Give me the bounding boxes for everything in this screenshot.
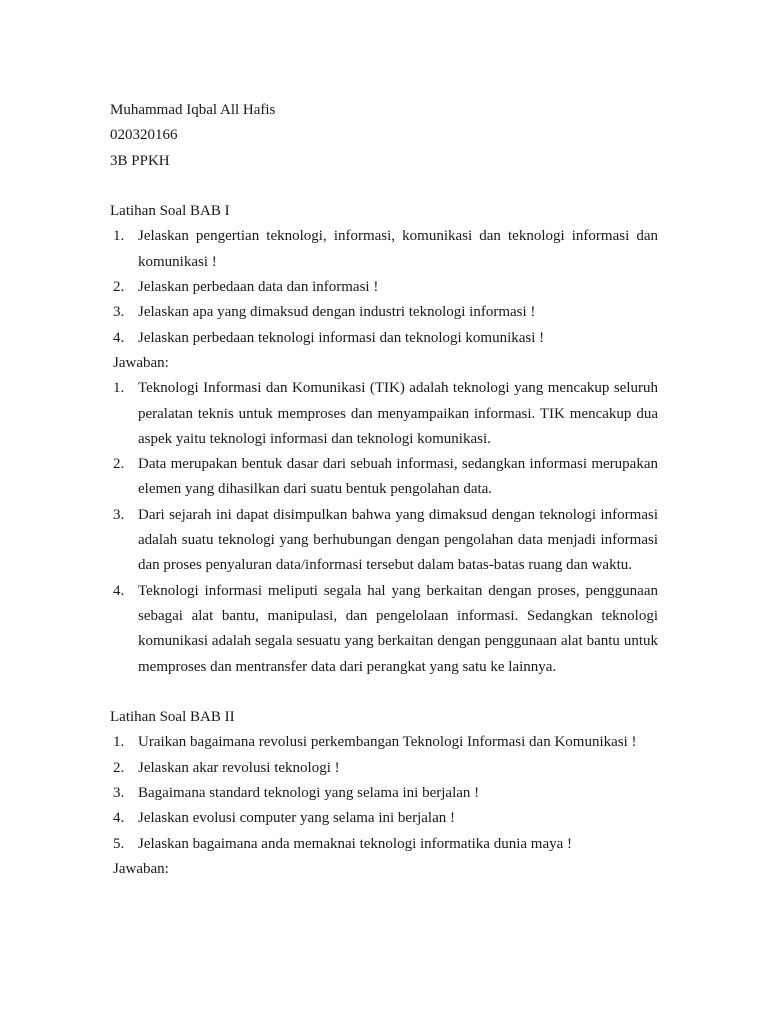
question-text: Jelaskan akar revolusi teknologi ! <box>138 759 340 776</box>
question-text: Jelaskan perbedaan teknologi informasi dan teknologi komunikasi ! <box>138 329 545 346</box>
answer-text: Dari sejarah ini dapat disimpulkan bahwa yang dimaksud dengan teknologi informasi adalah suatu teknologi yang berhubungan dengan pengolahan data menjadi informasi dan proses penyaluran data/informasi tersebut dalam batas-batas ruang dan waktu. <box>138 506 658 574</box>
question-number: 2. <box>113 279 125 296</box>
answer-item <box>110 376 658 452</box>
question-item <box>110 224 658 275</box>
answer-number: 3. <box>113 506 125 523</box>
question-number: 4. <box>113 329 125 346</box>
answer-text: Teknologi informasi meliputi segala hal yang berkaitan dengan proses, penggunaan sebagai alat bantu, manipulasi, dan pengelolaan informasi. Sedangkan teknologi komunikasi adalah segala sesuatu yang berkaitan dengan penggunaan alat bantu untuk memproses dan mentransfer data dari perangkat yang satu ke lainnya. <box>138 582 658 675</box>
section-bab-2 <box>110 705 658 882</box>
question-item <box>110 756 658 781</box>
student-name: Muhammad Iqbal All Hafis <box>110 102 276 118</box>
question-list <box>110 730 658 856</box>
question-item <box>110 300 658 325</box>
question-item <box>110 275 658 300</box>
question-text: Bagaimana standard teknologi yang selama ini berjalan ! <box>138 785 480 802</box>
question-text: Jelaskan apa yang dimaksud dengan industri teknologi informasi ! <box>138 304 536 321</box>
question-text: Jelaskan pengertian teknologi, informasi, komunikasi dan teknologi informasi dan komunikasi ! <box>138 228 658 270</box>
question-text: Jelaskan perbedaan data dan informasi ! <box>138 279 379 296</box>
question-item <box>110 806 658 831</box>
student-class: 3B PPKH <box>110 152 170 169</box>
answer-number: 2. <box>113 456 125 473</box>
question-number: 5. <box>113 835 125 852</box>
section-title: Latihan Soal BAB II <box>110 709 235 726</box>
question-number: 3. <box>113 304 125 321</box>
section-bab-1 <box>110 199 658 680</box>
section-title: Latihan Soal BAB I <box>110 203 230 220</box>
answer-label: Jawaban: <box>113 354 169 371</box>
question-text: Jelaskan bagaimana anda memaknai teknologi informatika dunia maya ! <box>138 835 573 852</box>
question-text: Uraikan bagaimana revolusi perkembangan Teknologi Informasi dan Komunikasi ! <box>138 734 637 751</box>
question-number: 1. <box>113 228 125 245</box>
answer-list <box>110 376 658 680</box>
question-item <box>110 781 658 806</box>
answer-number: 1. <box>113 380 125 397</box>
spacer <box>110 174 658 199</box>
answer-text: Teknologi Informasi dan Komunikasi (TIK) adalah teknologi yang mencakup seluruh peralatan teknis untuk memproses dan menyampaikan informasi. TIK mencakup dua aspek yaitu teknologi informasi dan teknologi komunikasi. <box>138 380 658 447</box>
question-item <box>110 730 658 755</box>
document-page <box>110 98 658 882</box>
answer-item <box>110 503 658 579</box>
answer-item <box>110 452 658 503</box>
question-number: 3. <box>113 785 125 802</box>
answer-item <box>110 579 658 680</box>
question-number: 2. <box>113 759 125 776</box>
question-text: Jelaskan evolusi computer yang selama ini berjalan ! <box>138 810 455 827</box>
answer-text: Data merupakan bentuk dasar dari sebuah informasi, sedangkan informasi merupakan elemen yang dihasilkan dari suatu bentuk pengolahan data. <box>138 456 658 498</box>
student-id: 020320166 <box>110 127 178 144</box>
answer-label: Jawaban: <box>113 860 169 877</box>
question-number: 1. <box>113 734 125 751</box>
question-item <box>110 326 658 351</box>
question-list <box>110 224 658 350</box>
answer-number: 4. <box>113 582 125 599</box>
question-number: 4. <box>113 810 125 827</box>
question-item <box>110 832 658 857</box>
